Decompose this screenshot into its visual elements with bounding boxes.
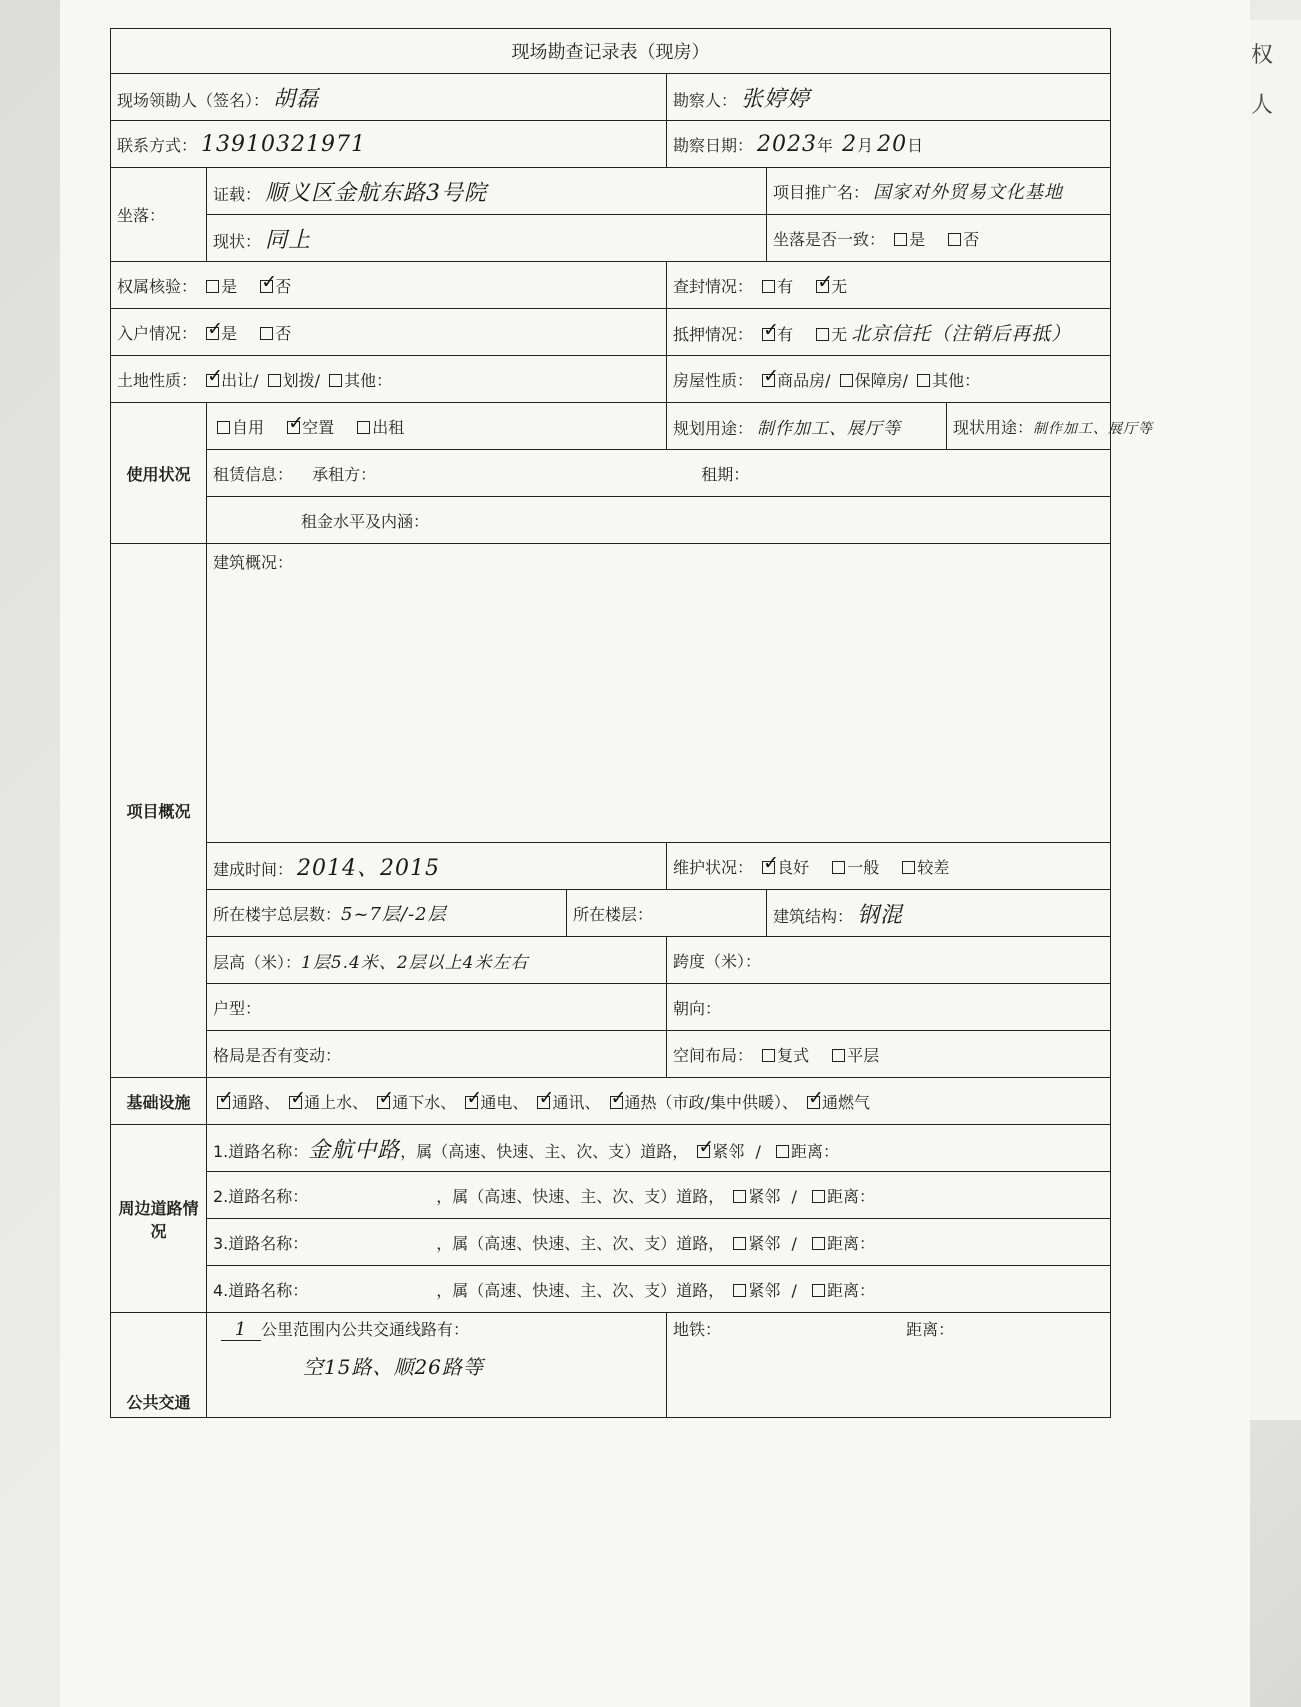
infra-water-supply-checkbox[interactable] <box>289 1096 302 1109</box>
cert-value[interactable]: 顺义区金航东路3号院 <box>265 180 488 206</box>
side-sheet-char: 权 <box>1251 43 1274 68</box>
ownership-no-checkbox[interactable] <box>260 280 273 293</box>
built-time-value[interactable]: 2014、2015 <box>297 855 440 881</box>
road-type: ，属（高速、快速、主、次、支）道路， <box>400 1141 689 1161</box>
road-distance-checkbox[interactable] <box>776 1145 789 1158</box>
road-separator: / <box>791 1233 797 1253</box>
project-section-label: 项目概况 <box>111 544 207 1078</box>
ownership-yes-label: 是 <box>221 276 238 296</box>
layout-change-cell <box>207 1031 667 1078</box>
transit-range-value[interactable]: 1 <box>221 1319 261 1341</box>
land-sale-label: 出让/ <box>221 370 259 390</box>
survey-table <box>110 28 1154 1418</box>
location-label: 坐落： <box>111 168 207 262</box>
total-floors-value[interactable]: 5~7层/-2层 <box>341 904 447 925</box>
usage-vacant-checkbox[interactable] <box>287 421 300 434</box>
road-distance-checkbox[interactable] <box>812 1237 825 1250</box>
actual-value[interactable]: 同上 <box>265 227 312 253</box>
leader-signature[interactable]: 胡磊 <box>273 86 320 112</box>
infrastructure-cell <box>207 1078 1111 1125</box>
built-time-cell <box>207 843 667 890</box>
house-label: 房屋性质： <box>673 370 754 390</box>
infra-gas-checkbox[interactable] <box>807 1096 820 1109</box>
cert-cell <box>207 168 767 215</box>
ownership-yes-checkbox[interactable] <box>206 280 219 293</box>
seal-yes-label: 有 <box>777 276 794 296</box>
road-label: 2.道路名称： <box>213 1186 309 1206</box>
road-adjacent-checkbox[interactable] <box>697 1145 710 1158</box>
layout-change-label: 格局是否有变动： <box>213 1045 342 1065</box>
road-type: ，属（高速、快速、主、次、支）道路， <box>436 1280 725 1300</box>
entry-no-checkbox[interactable] <box>260 327 273 340</box>
maint-good-label: 良好 <box>777 857 810 877</box>
subway-distance-label: 距离： <box>906 1320 955 1339</box>
match-yes-checkbox[interactable] <box>894 233 907 246</box>
usage-rent-checkbox[interactable] <box>357 421 370 434</box>
entry-cell <box>111 309 667 356</box>
term-label: 租期： <box>701 464 750 484</box>
surveyor-cell <box>667 74 1111 121</box>
seal-no-label: 无 <box>831 276 848 296</box>
house-affordable-label: 保障房/ <box>854 370 909 390</box>
leader-cell <box>111 74 667 121</box>
land-allocation-label: 划拨/ <box>282 370 321 390</box>
infra-heating-checkbox[interactable] <box>610 1096 623 1109</box>
infra-drainage-label: 通下水、 <box>392 1092 457 1112</box>
road-row <box>207 1125 1111 1172</box>
transit-lines-value[interactable]: 空15路、顺26路等 <box>303 1355 484 1379</box>
leader-label: 现场领勘人（签名）： <box>117 90 270 110</box>
infra-gas-label: 通燃气 <box>822 1092 871 1112</box>
seal-yes-checkbox[interactable] <box>762 280 775 293</box>
space-flat-label: 平层 <box>847 1045 880 1065</box>
survey-form <box>110 28 1154 1418</box>
day-unit: 日 <box>907 135 924 155</box>
space-duplex-checkbox[interactable] <box>762 1049 775 1062</box>
rent-level-cell <box>207 497 1111 544</box>
promo-label: 项目推广名： <box>773 183 870 202</box>
span-cell <box>667 937 1111 984</box>
house-commercial-label: 商品房/ <box>777 370 831 390</box>
planned-use-value[interactable]: 制作加工、展厅等 <box>757 418 902 439</box>
date-day[interactable]: 20 <box>877 131 908 157</box>
planned-use-cell <box>667 403 947 450</box>
infra-water-supply-label: 通上水、 <box>304 1092 369 1112</box>
unit-type-label: 户型： <box>213 998 262 1018</box>
road-label: 4.道路名称： <box>213 1280 309 1300</box>
seal-no-checkbox[interactable] <box>816 280 829 293</box>
span-label: 跨度（米）： <box>673 951 762 971</box>
subway-cell <box>667 1313 1111 1418</box>
match-label: 坐落是否一致： <box>773 229 886 249</box>
road-row <box>207 1172 1111 1219</box>
mortgage-no-checkbox[interactable] <box>816 328 829 341</box>
match-cell <box>767 215 1111 262</box>
usage-vacant-label: 空置 <box>302 417 335 437</box>
contact-cell <box>111 121 667 168</box>
contact-label: 联系方式： <box>117 135 198 155</box>
road-adjacent-label: 紧邻 <box>712 1141 745 1161</box>
maintenance-label: 维护状况： <box>673 857 754 877</box>
floor-label: 所在楼层： <box>573 904 654 924</box>
maint-poor-checkbox[interactable] <box>902 861 915 874</box>
road-adjacent-label: 紧邻 <box>748 1186 781 1206</box>
road-distance-label: 距离： <box>826 1233 875 1253</box>
infra-telecom-label: 通讯、 <box>552 1092 601 1112</box>
planned-use-label: 规划用途： <box>673 418 754 438</box>
road-adjacent-checkbox[interactable] <box>733 1237 746 1250</box>
house-cell <box>667 356 1111 403</box>
height-cell <box>207 937 667 984</box>
total-floors-label: 所在楼宇总层数： <box>213 905 342 924</box>
floor-cell <box>567 890 767 937</box>
mortgage-no-label: 无 <box>831 324 848 344</box>
date-month[interactable]: 2 <box>842 131 858 157</box>
infra-power-checkbox[interactable] <box>465 1096 478 1109</box>
orientation-cell <box>667 984 1111 1031</box>
road-separator: / <box>755 1141 761 1161</box>
entry-yes-label: 是 <box>221 323 238 343</box>
lessee-label: 承租方： <box>312 464 377 484</box>
current-use-label: 现状用途： <box>953 417 1034 437</box>
lease-label: 租赁信息： <box>213 464 294 484</box>
road-name[interactable]: 金航中路 <box>308 1137 401 1163</box>
usage-self-label: 自用 <box>232 417 265 437</box>
mortgage-label: 抵押情况： <box>673 324 754 344</box>
actual-label: 现状： <box>213 231 262 251</box>
space-layout-label: 空间布局： <box>673 1045 754 1065</box>
land-cell <box>111 356 667 403</box>
entry-no-label: 否 <box>275 323 292 343</box>
height-value[interactable]: 1层5.4米、2层以上4米左右 <box>301 952 529 973</box>
side-sheet-char: 人 <box>1251 93 1274 118</box>
usage-section-label: 使用状况 <box>111 403 207 544</box>
match-no-label: 否 <box>963 229 980 249</box>
structure-label: 建筑结构： <box>773 906 854 926</box>
road-separator: / <box>791 1280 797 1300</box>
seal-cell <box>667 262 1111 309</box>
infra-drainage-checkbox[interactable] <box>377 1096 390 1109</box>
infra-telecom-checkbox[interactable] <box>537 1096 550 1109</box>
date-label: 勘察日期： <box>673 135 754 155</box>
usage-cell <box>207 403 667 450</box>
road-distance-checkbox[interactable] <box>812 1284 825 1297</box>
road-adjacent-checkbox[interactable] <box>733 1284 746 1297</box>
land-sale-checkbox[interactable] <box>206 374 219 387</box>
infra-road-label: 通路、 <box>232 1092 281 1112</box>
entry-label: 入户情况： <box>117 323 198 343</box>
transit-section-label: 公共交通 <box>111 1313 207 1418</box>
subway-label: 地铁： <box>673 1320 722 1339</box>
land-other-label: 其他： <box>344 370 393 390</box>
space-duplex-label: 复式 <box>777 1045 810 1065</box>
mortgage-yes-label: 有 <box>777 324 794 344</box>
actual-cell <box>207 215 767 262</box>
road-separator: / <box>791 1186 797 1206</box>
maint-normal-checkbox[interactable] <box>832 861 845 874</box>
house-commercial-checkbox[interactable] <box>762 374 775 387</box>
maint-normal-label: 一般 <box>847 857 880 877</box>
cert-label: 证载： <box>213 184 262 204</box>
match-no-checkbox[interactable] <box>948 233 961 246</box>
current-use-value[interactable]: 制作加工、展厅等 <box>1033 420 1154 437</box>
transit-lines-cell <box>207 1313 667 1418</box>
road-row <box>207 1266 1111 1313</box>
orientation-label: 朝向： <box>673 998 722 1018</box>
road-adjacent-label: 紧邻 <box>748 1233 781 1253</box>
road-distance-label: 距离： <box>791 1141 840 1161</box>
infra-power-label: 通电、 <box>480 1092 529 1112</box>
surveyor-label: 勘察人： <box>673 90 738 110</box>
rent-level-label: 租金水平及内涵： <box>301 511 430 531</box>
month-unit: 月 <box>857 135 874 155</box>
maint-good-checkbox[interactable] <box>762 861 775 874</box>
lease-cell <box>207 450 1111 497</box>
total-floors-cell <box>207 890 567 937</box>
mortgage-cell <box>667 309 1111 356</box>
usage-self-checkbox[interactable] <box>217 421 230 434</box>
structure-value[interactable]: 钢混 <box>857 902 904 928</box>
building-overview-label: 建筑概况： <box>213 553 294 572</box>
land-other-checkbox[interactable] <box>329 374 342 387</box>
current-use-cell <box>947 403 1154 450</box>
road-distance-label: 距离： <box>826 1280 875 1300</box>
maint-poor-label: 较差 <box>917 857 950 877</box>
infra-road-checkbox[interactable] <box>217 1096 230 1109</box>
unit-type-cell <box>207 984 667 1031</box>
date-cell <box>667 121 1111 168</box>
house-other-checkbox[interactable] <box>917 374 930 387</box>
ownership-no-label: 否 <box>275 276 292 296</box>
form-title: 现场勘查记录表（现房） <box>111 29 1111 74</box>
roads-section-label: 周边道路情况 <box>111 1125 207 1313</box>
promo-value[interactable]: 国家对外贸易文化基地 <box>873 182 1064 203</box>
ownership-label: 权属核验： <box>117 276 198 296</box>
seal-label: 查封情况： <box>673 276 754 296</box>
road-adjacent-checkbox[interactable] <box>733 1190 746 1203</box>
space-flat-checkbox[interactable] <box>832 1049 845 1062</box>
date-year[interactable]: 2023 <box>757 131 818 157</box>
road-label: 1.道路名称： <box>213 1141 309 1161</box>
entry-yes-checkbox[interactable] <box>206 327 219 340</box>
road-row <box>207 1219 1111 1266</box>
promo-cell <box>767 168 1111 215</box>
building-overview-cell <box>207 544 1111 843</box>
road-type: ，属（高速、快速、主、次、支）道路， <box>436 1233 725 1253</box>
land-label: 土地性质： <box>117 370 198 390</box>
road-distance-checkbox[interactable] <box>812 1190 825 1203</box>
year-unit: 年 <box>817 135 834 155</box>
transit-range-label: 公里范围内公共交通线路有： <box>261 1320 470 1339</box>
infrastructure-section-label: 基础设施 <box>111 1078 207 1125</box>
maintenance-cell <box>667 843 1111 890</box>
built-time-label: 建成时间： <box>213 859 294 879</box>
structure-cell <box>767 890 1111 937</box>
mortgage-note[interactable]: 北京信托（注销后再抵） <box>851 322 1072 345</box>
match-yes-label: 是 <box>909 229 926 249</box>
usage-rent-label: 出租 <box>372 417 405 437</box>
road-distance-label: 距离： <box>826 1186 875 1206</box>
road-adjacent-label: 紧邻 <box>748 1280 781 1300</box>
land-allocation-checkbox[interactable] <box>268 374 281 387</box>
height-label: 层高（米）： <box>213 952 302 972</box>
house-affordable-checkbox[interactable] <box>840 374 853 387</box>
mortgage-yes-checkbox[interactable] <box>762 328 775 341</box>
infra-heating-label: 通热（市政/集中供暖）、 <box>624 1092 798 1112</box>
ownership-cell <box>111 262 667 309</box>
surveyor-signature[interactable]: 张婷婷 <box>741 86 811 112</box>
space-layout-cell <box>667 1031 1111 1078</box>
road-label: 3.道路名称： <box>213 1233 309 1253</box>
road-type: ，属（高速、快速、主、次、支）道路， <box>436 1186 725 1206</box>
house-other-label: 其他： <box>932 370 981 390</box>
contact-value[interactable]: 13910321971 <box>201 131 366 157</box>
